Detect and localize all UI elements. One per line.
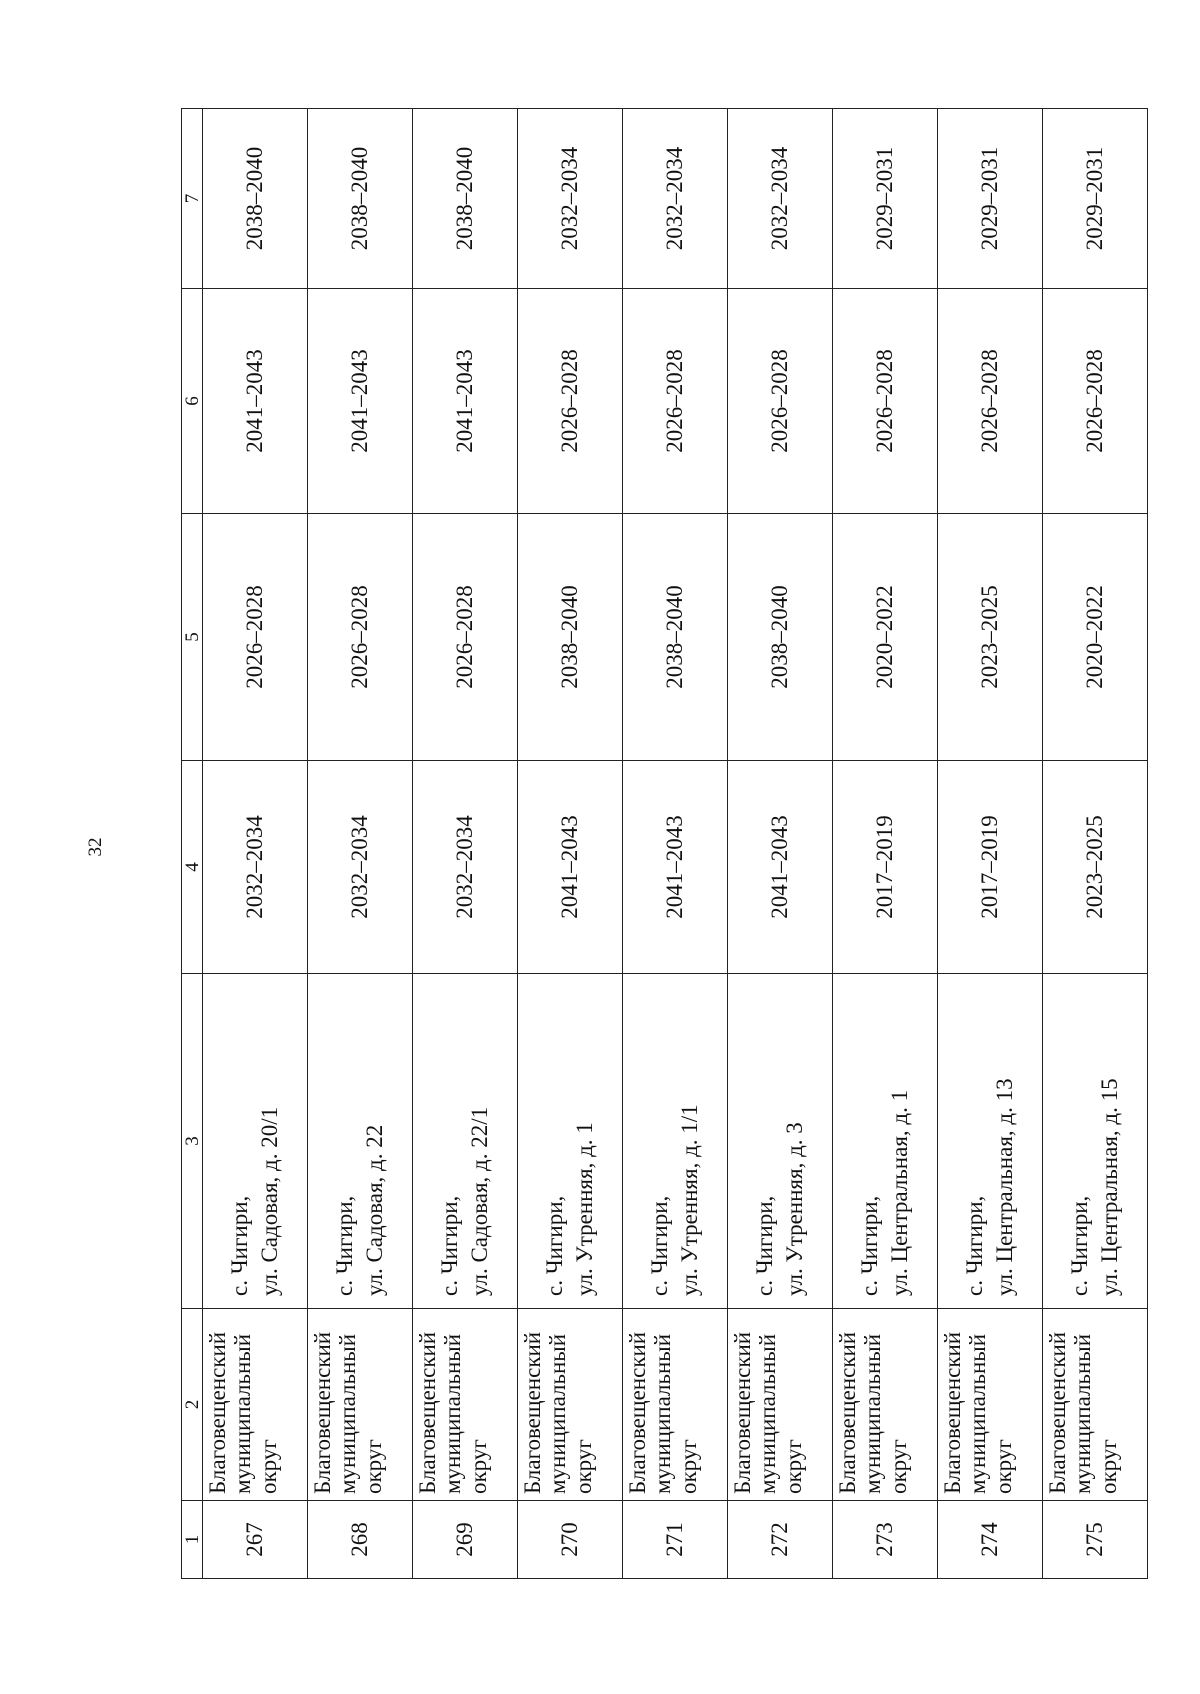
table-row [728,109,833,1579]
address-line: с. Чигири, [962,1195,988,1296]
schedule-table [181,108,1148,1579]
municipality-line: округ [675,1439,701,1494]
period-cell-col4: 2017–2019 [938,761,1043,974]
municipality-line: Благовещенский [415,1331,440,1494]
column-number-row [182,109,203,1579]
municipality-line: округ [990,1439,1016,1494]
column-header: 7 [182,109,203,289]
period-cell-col6: 2026–2028 [518,289,623,514]
table-row [833,109,938,1579]
table-row [623,109,728,1579]
period-cell-col4: 2041–2043 [623,761,728,974]
period-cell-col6: 2041–2043 [308,289,413,514]
period-cell-col6: 2026–2028 [728,289,833,514]
period-cell-col6: 2026–2028 [1043,289,1148,514]
row-number-cell: 269 [413,1501,518,1579]
period-cell-col5: 2026–2028 [203,514,308,761]
table-row [203,109,308,1579]
municipality-line: Благовещенский [940,1331,965,1494]
period-cell-col4: 2023–2025 [1043,761,1148,974]
period-cell-col7: 2038–2040 [413,109,518,289]
period-cell-col5: 2023–2025 [938,514,1043,761]
address-line: ул. Садовая, д. 20/1 [257,1106,282,1296]
column-header: 4 [182,761,203,974]
municipality-line: Благовещенский [625,1331,650,1494]
table-row [308,109,413,1579]
row-number-cell: 267 [203,1501,308,1579]
period-cell-col7: 2032–2034 [623,109,728,289]
column-header: 6 [182,289,203,514]
column-header: 5 [182,514,203,761]
period-cell-col6: 2041–2043 [203,289,308,514]
period-cell-col6: 2041–2043 [413,289,518,514]
period-cell-col6: 2026–2028 [833,289,938,514]
period-cell-col7: 2038–2040 [203,109,308,289]
municipality-line: Благовещенский [730,1331,755,1494]
municipality-cell [308,1309,413,1501]
address-cell [938,974,1043,1309]
period-cell-col5: 2026–2028 [308,514,413,761]
address-line: с. Чигири, [752,1195,778,1296]
municipality-line: муниципальный [965,1333,991,1494]
address-line: с. Чигири, [227,1195,253,1296]
municipality-line: муниципальный [230,1333,256,1494]
municipality-line: округ [780,1439,806,1494]
municipality-cell [623,1309,728,1501]
period-cell-col7: 2029–2031 [938,109,1043,289]
municipality-line: округ [465,1439,491,1494]
address-cell [728,974,833,1309]
address-cell [413,974,518,1309]
municipality-line: Благовещенский [520,1331,545,1494]
period-cell-col4: 2017–2019 [833,761,938,974]
row-number-cell: 274 [938,1501,1043,1579]
period-cell-col4: 2041–2043 [518,761,623,974]
address-line: с. Чигири, [1067,1195,1093,1296]
municipality-line: округ [570,1439,596,1494]
municipality-cell [728,1309,833,1501]
municipality-line: округ [360,1439,386,1494]
column-header: 3 [182,974,203,1309]
address-cell [623,974,728,1309]
period-cell-col5: 2020–2022 [833,514,938,761]
municipality-cell [1043,1309,1148,1501]
municipality-line: округ [885,1439,911,1494]
row-number-cell: 271 [623,1501,728,1579]
period-cell-col4: 2032–2034 [413,761,518,974]
address-line: с. Чигири, [437,1195,463,1296]
municipality-line: муниципальный [335,1333,361,1494]
address-line: с. Чигири, [332,1195,358,1296]
address-line: ул. Утренняя, д. 1/1 [677,1104,702,1296]
table-row [413,109,518,1579]
municipality-line: округ [255,1439,281,1494]
period-cell-col6: 2026–2028 [938,289,1043,514]
address-line: с. Чигири, [857,1195,883,1296]
table-row [938,109,1043,1579]
address-cell [203,974,308,1309]
address-line: ул. Садовая, д. 22/1 [467,1106,492,1296]
municipality-line: Благовещенский [205,1331,230,1494]
period-cell-col7: 2038–2040 [308,109,413,289]
period-cell-col5: 2038–2040 [518,514,623,761]
municipality-line: муниципальный [650,1333,676,1494]
address-cell [308,974,413,1309]
municipality-line: муниципальный [755,1333,781,1494]
table-row [1043,109,1148,1579]
address-line: ул. Утренняя, д. 3 [782,1122,807,1296]
address-line: с. Чигири, [647,1195,673,1296]
period-cell-col5: 2026–2028 [413,514,518,761]
period-cell-col5: 2038–2040 [728,514,833,761]
row-number-cell: 275 [1043,1501,1148,1579]
row-number-cell: 272 [728,1501,833,1579]
municipality-line: муниципальный [860,1333,886,1494]
period-cell-col4: 2032–2034 [308,761,413,974]
period-cell-col7: 2032–2034 [728,109,833,289]
period-cell-col7: 2029–2031 [1043,109,1148,289]
address-cell [1043,974,1148,1309]
municipality-line: муниципальный [545,1333,571,1494]
address-line: ул. Центральная, д. 13 [992,1078,1017,1296]
address-line: ул. Утренняя, д. 1 [572,1122,597,1296]
table-row [518,109,623,1579]
address-line: ул. Центральная, д. 15 [1097,1078,1122,1296]
period-cell-col4: 2041–2043 [728,761,833,974]
municipality-cell [833,1309,938,1501]
period-cell-col4: 2032–2034 [203,761,308,974]
rotated-table-container [181,109,1147,1579]
period-cell-col5: 2020–2022 [1043,514,1148,761]
address-cell [518,974,623,1309]
address-line: ул. Садовая, д. 22 [362,1124,387,1296]
period-cell-col7: 2029–2031 [833,109,938,289]
municipality-line: Благовещенский [310,1331,335,1494]
municipality-line: Благовещенский [835,1331,860,1494]
municipality-cell [518,1309,623,1501]
municipality-cell [203,1309,308,1501]
row-number-cell: 270 [518,1501,623,1579]
period-cell-col6: 2026–2028 [623,289,728,514]
municipality-line: округ [1095,1439,1121,1494]
address-line: с. Чигири, [542,1195,568,1296]
address-cell [833,974,938,1309]
column-header: 1 [182,1501,203,1579]
row-number-cell: 273 [833,1501,938,1579]
municipality-cell [413,1309,518,1501]
period-cell-col7: 2032–2034 [518,109,623,289]
row-number-cell: 268 [308,1501,413,1579]
municipality-line: муниципальный [1070,1333,1096,1494]
municipality-cell [938,1309,1043,1501]
column-header: 2 [182,1309,203,1501]
page-number-text: 32 [85,837,106,857]
period-cell-col5: 2038–2040 [623,514,728,761]
document-table-area [181,109,1147,1579]
municipality-line: Благовещенский [1045,1331,1070,1494]
municipality-line: муниципальный [440,1333,466,1494]
address-line: ул. Центральная, д. 1 [887,1089,912,1296]
